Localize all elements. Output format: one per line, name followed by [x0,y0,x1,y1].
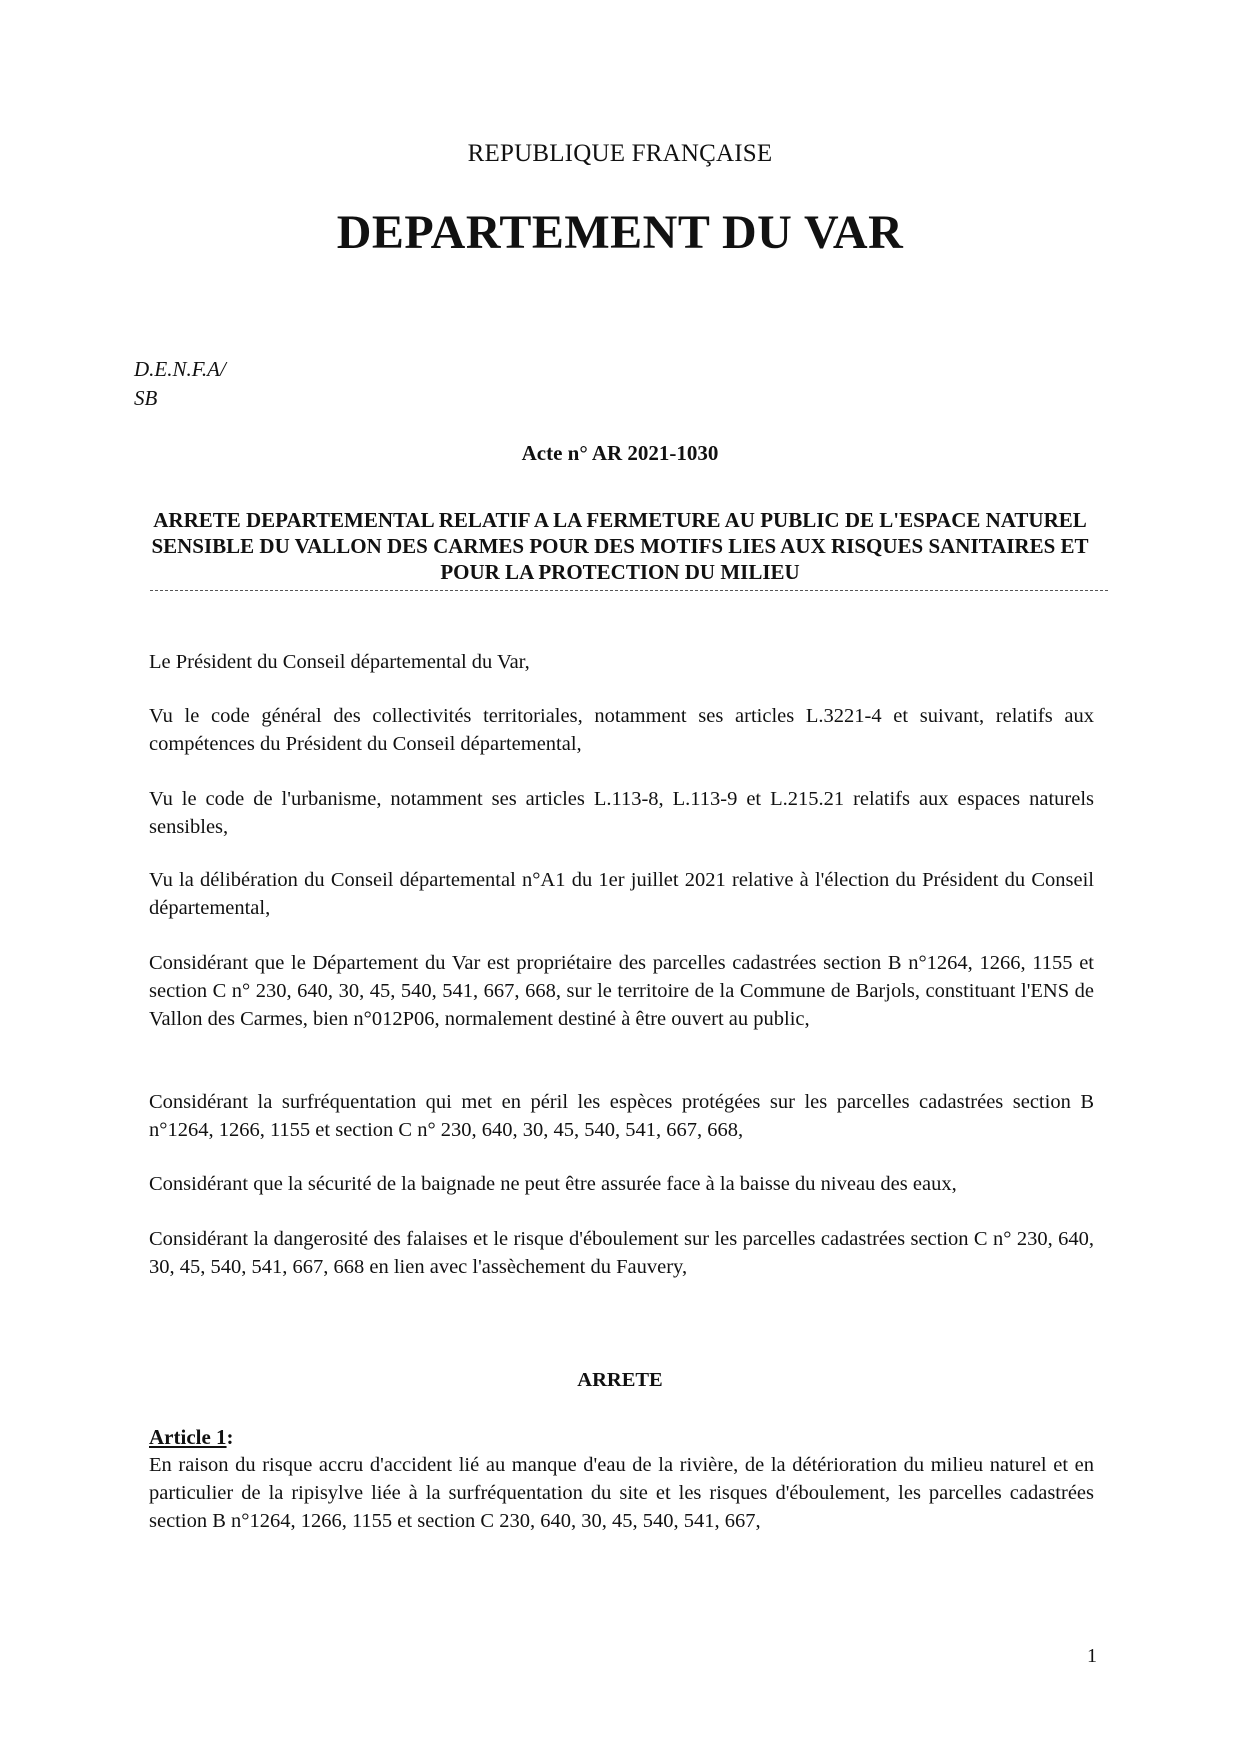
article-1-colon: : [226,1425,234,1449]
departement-title: DEPARTEMENT DU VAR [336,206,904,259]
article-1-heading [149,1425,234,1450]
title-divider [150,590,1108,591]
republique-heading: REPUBLIQUE FRANÇAISE [467,140,773,167]
reference-line-2: SB [134,386,158,410]
paragraph-considerant-baignade: Considérant que la sécurité de la baignade ne peut être assurée face à la baisse du niveau des eaux, [149,1173,957,1195]
paragraph-vu-cgct: Vu le code général des collectivités territoriales, notamment ses articles L.3221-4 et suivant, relatifs aux compétences du Président du Conseil départemental, [149,705,1094,755]
article-1-text: En raison du risque accru d'accident lié au manque d'eau de la rivière, de la détérioration du milieu naturel et en particulier de la ripisylve liée à la surfréquentation du site et les risques d'éboulement, les parcelles cadastrées section B n°1264, 1266, 1155 et section C 230, 640, 30, 45, 540, 541, 667, [149,1454,1094,1532]
service-reference [134,355,226,413]
paragraph-vu-urbanisme: Vu le code de l'urbanisme, notamment ses articles L.113-8, L.113-9 et L.215.21 relatifs aux espaces naturels sensibles, [149,788,1094,838]
article-1-label: Article 1 [149,1425,227,1449]
paragraph-considerant-falaises: Considérant la dangerosité des falaises et le risque d'éboulement sur les parcelles cadastrées section C n° 230, 640, 30, 45, 540, 541, 667, 668 en lien avec l'assèchement du Fauvery, [149,1228,1094,1278]
paragraph-president: Le Président du Conseil départemental du Var, [149,651,530,673]
page-number: 1 [1087,1645,1097,1667]
arrete-heading: ARRETE [577,1369,663,1391]
acte-number: Acte n° AR 2021-1030 [521,441,719,465]
reference-line-1: D.E.N.F.A/ [134,357,226,381]
paragraph-considerant-propriete: Considérant que le Département du Var est propriétaire des parcelles cadastrées section B n°1264, 1266, 1155 et section C n° 230, 640, 30, 45, 540, 541, 667, 668, sur le territoire de la Commune de Barjols, constituant l'ENS de Vallon des Carmes, bien n°012P06, normalement destiné à être ouvert au public, [149,952,1094,1030]
arrete-title: ARRETE DEPARTEMENTAL RELATIF A LA FERMETURE AU PUBLIC DE L'ESPACE NATUREL SENSIBLE DU VALLON DES CARMES POUR DES MOTIFS LIES AUX RISQUES SANITAIRES ET POUR LA PROTECTION DU MILIEU [151,508,1089,584]
paragraph-vu-deliberation: Vu la délibération du Conseil départemental n°A1 du 1er juillet 2021 relative à l'élection du Président du Conseil départemental, [149,869,1094,919]
paragraph-considerant-surfrequentation: Considérant la surfréquentation qui met en péril les espèces protégées sur les parcelles cadastrées section B n°1264, 1266, 1155 et section C n° 230, 640, 30, 45, 540, 541, 667, 668, [149,1091,1094,1141]
